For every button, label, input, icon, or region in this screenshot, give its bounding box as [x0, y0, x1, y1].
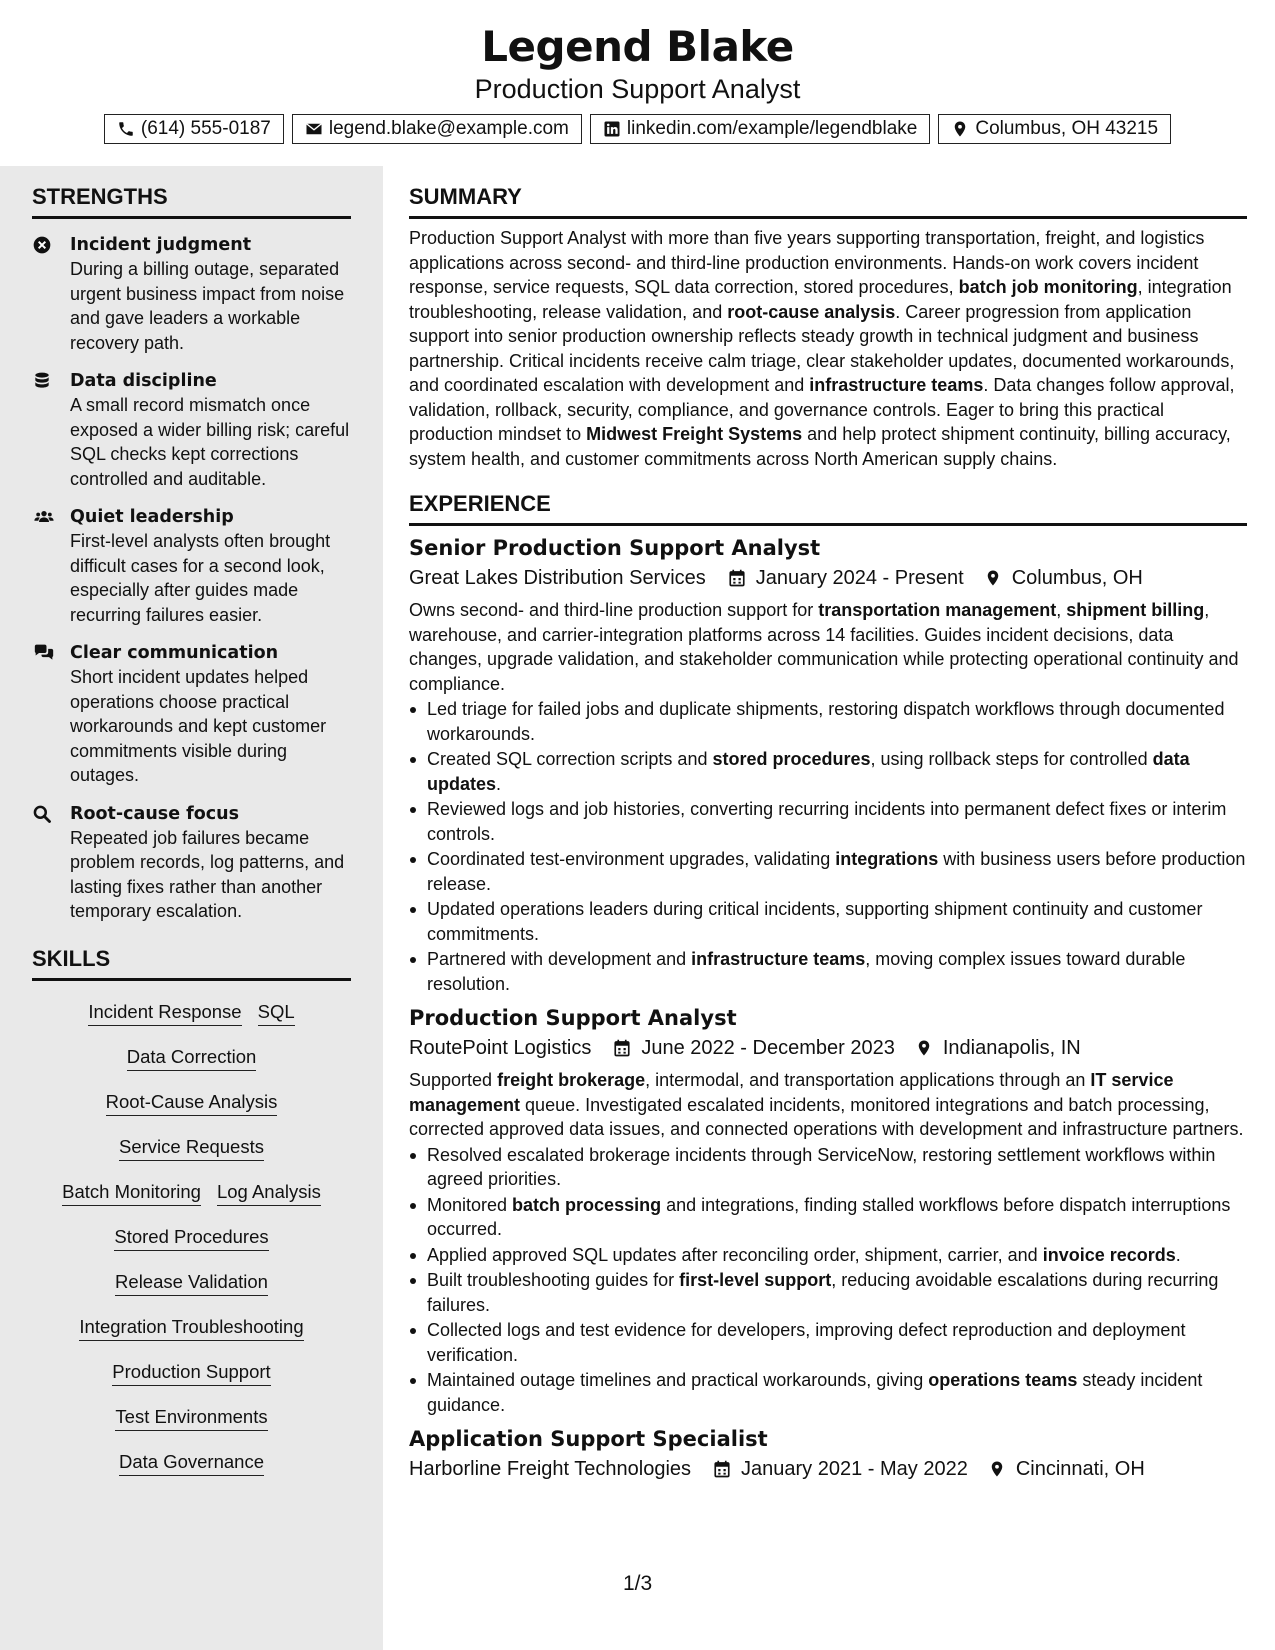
skill-tag: Test Environments — [115, 1406, 267, 1431]
skill-tag: Integration Troubleshooting — [79, 1316, 303, 1341]
main-content — [383, 166, 1275, 1650]
job-title: Application Support Specialist — [409, 1427, 768, 1451]
strength-item — [32, 641, 351, 788]
map-pin-icon — [988, 1460, 1006, 1478]
skill-tag: Incident Response — [88, 1001, 241, 1026]
list-item: Monitored batch processing and integrations, finding stalled workflows before dispatch interruptions occurred. — [409, 1193, 1247, 1242]
page-number: 1/3 — [623, 1572, 653, 1595]
job-bullets — [409, 697, 1247, 996]
summary-text: Production Support Analyst with more than five years supporting transportation, freight, and logistics applications across second- and third-line production environments. Hands-on work covers incident response, service requests, SQL data correction, stored procedures, batch job monitoring, integration troubleshooting, release validation, and root-cause analysis. Career progression from application support into senior production ownership reflects steady growth in technical judgment and business partnership. Critical incidents receive calm triage, clear stakeholder updates, documented workarounds, and coordinated escalation with development and infrastructure teams. Data changes follow approval, validation, rollback, security, compliance, and governance controls. Eager to bring this practical production mindset to Midwest Freight Systems and help protect shipment continuity, billing accuracy, system health, and customer commitments across North American supply chains. — [409, 228, 1235, 469]
contact-email-text: legend.blake@example.com — [328, 118, 569, 139]
job-dates: January 2024 - Present — [755, 567, 964, 589]
candidate-name: Legend Blake — [481, 22, 794, 71]
skills-heading: SKILLS — [32, 946, 351, 981]
job-entry — [409, 1004, 1247, 1417]
strength-title: Incident judgment — [70, 235, 252, 255]
contact-location — [938, 114, 1171, 144]
job-meta — [409, 1032, 1247, 1064]
map-pin-icon — [951, 120, 969, 138]
contact-email[interactable] — [292, 114, 582, 144]
job-title: Production Support Analyst — [409, 1006, 737, 1030]
calendar-icon — [613, 1039, 631, 1057]
job-company: Harborline Freight Technologies — [409, 1458, 692, 1480]
strength-item — [32, 369, 351, 491]
list-item: Applied approved SQL updates after reconciling order, shipment, carrier, and invoice records. — [409, 1243, 1247, 1268]
candidate-title: Production Support Analyst — [474, 74, 801, 104]
envelope-icon — [305, 120, 323, 138]
strength-desc: Repeated job failures became problem records, log patterns, and lasting fixes rather than another temporary escalation. — [70, 827, 345, 921]
strength-desc: First-level analysts often brought difficult cases for a second look, especially after guides made recurring failures easier. — [70, 531, 331, 625]
strength-item — [32, 505, 351, 627]
summary-heading: SUMMARY — [409, 184, 1247, 219]
job-entry — [409, 1425, 1247, 1485]
skill-tag: Stored Procedures — [114, 1226, 268, 1251]
calendar-icon — [713, 1460, 731, 1478]
map-pin-icon — [984, 569, 1002, 587]
list-item: Resolved escalated brokerage incidents through ServiceNow, restoring settlement workflows within agreed priorities. — [409, 1143, 1247, 1192]
list-item: Reviewed logs and job histories, converting recurring incidents into permanent defect fixes or interim controls. — [409, 797, 1247, 846]
strength-desc: A small record mismatch once exposed a wider billing risk; careful SQL checks kept corrections controlled and auditable. — [70, 395, 350, 489]
list-item: Collected logs and test evidence for developers, improving defect reproduction and deployment verification. — [409, 1318, 1247, 1367]
strengths-heading: STRENGTHS — [32, 184, 351, 219]
database-icon — [32, 371, 52, 391]
contact-linkedin-text: linkedin.com/example/legendblake — [626, 118, 918, 139]
skill-tag: Production Support — [112, 1361, 270, 1386]
phone-icon — [117, 120, 135, 138]
skill-tag: Log Analysis — [217, 1181, 321, 1206]
resume-header — [0, 0, 1275, 166]
job-description: Owns second- and third-line production support for transportation management, shipment billing, warehouse, and carrier-integration platforms across 14 facilities. Guides incident decisions, data changes, upgrade validation, and stakeholder communication while protecting operational continuity and compliance. — [409, 600, 1239, 694]
skill-tag: Release Validation — [115, 1271, 268, 1296]
strength-desc: Short incident updates helped operations choose practical workarounds and kept customer commitments visible during outages. — [70, 667, 327, 785]
job-description: Supported freight brokerage, intermodal, and transportation applications through an IT service management queue. Investigated escalated incidents, monitored integrations and batch processing, corrected approved data issues, and connected operations with development and infrastructure partners. — [409, 1070, 1244, 1139]
job-company: RoutePoint Logistics — [409, 1037, 592, 1059]
contact-phone-text: (614) 555-0187 — [140, 118, 271, 139]
experience-heading: EXPERIENCE — [409, 491, 1247, 526]
map-pin-icon — [915, 1039, 933, 1057]
skill-tag: Batch Monitoring — [62, 1181, 201, 1206]
job-company: Great Lakes Distribution Services — [409, 567, 706, 589]
skill-tag: Data Governance — [119, 1451, 264, 1476]
strength-desc: During a billing outage, separated urgent business impact from noise and gave leaders a workable recovery path. — [70, 259, 345, 353]
target-cross-icon — [32, 235, 52, 255]
users-icon — [32, 507, 56, 527]
job-dates: January 2021 - May 2022 — [741, 1458, 968, 1480]
job-meta — [409, 1453, 1247, 1485]
strength-item — [32, 802, 351, 924]
search-icon — [32, 804, 52, 824]
linkedin-icon — [603, 120, 621, 138]
contact-bar — [0, 114, 1275, 144]
list-item: Created SQL correction scripts and stored procedures, using rollback steps for controlled data updates. — [409, 747, 1247, 796]
strength-title: Root-cause focus — [70, 803, 240, 824]
job-title: Senior Production Support Analyst — [409, 536, 821, 560]
job-dates: June 2022 - December 2023 — [641, 1037, 895, 1059]
strength-title: Clear communication — [70, 643, 279, 663]
job-location: Indianapolis, IN — [942, 1037, 1081, 1059]
job-bullets — [409, 1143, 1247, 1418]
list-item: Updated operations leaders during critical incidents, supporting shipment continuity and customer commitments. — [409, 897, 1247, 946]
contact-location-text: Columbus, OH 43215 — [975, 118, 1159, 139]
contact-linkedin[interactable] — [590, 114, 930, 144]
calendar-icon — [728, 569, 746, 587]
list-item: Partnered with development and infrastructure teams, moving complex issues toward durable resolution. — [409, 947, 1247, 996]
list-item: Led triage for failed jobs and duplicate shipments, restoring dispatch workflows through documented workarounds. — [409, 697, 1247, 746]
strength-title: Quiet leadership — [70, 507, 234, 527]
job-entry — [409, 534, 1247, 996]
list-item: Maintained outage timelines and practical workarounds, giving operations teams steady incident guidance. — [409, 1368, 1247, 1417]
list-item: Built troubleshooting guides for first-level support, reducing avoidable escalations during recurring failures. — [409, 1268, 1247, 1317]
job-meta — [409, 562, 1247, 594]
job-location: Cincinnati, OH — [1015, 1458, 1145, 1480]
sidebar — [0, 166, 383, 1650]
job-location: Columbus, OH — [1011, 567, 1143, 589]
skill-tag: Data Correction — [127, 1046, 257, 1071]
skills-list — [32, 991, 351, 1486]
skill-tag: Service Requests — [119, 1136, 264, 1161]
strength-title: Data discipline — [70, 371, 217, 391]
contact-phone — [104, 114, 284, 144]
chat-bubbles-icon — [32, 643, 56, 663]
skill-tag: Root-Cause Analysis — [106, 1091, 278, 1116]
list-item: Coordinated test-environment upgrades, validating integrations with business users before production release. — [409, 847, 1247, 896]
skill-tag: SQL — [258, 1001, 295, 1026]
strength-item — [32, 233, 351, 355]
